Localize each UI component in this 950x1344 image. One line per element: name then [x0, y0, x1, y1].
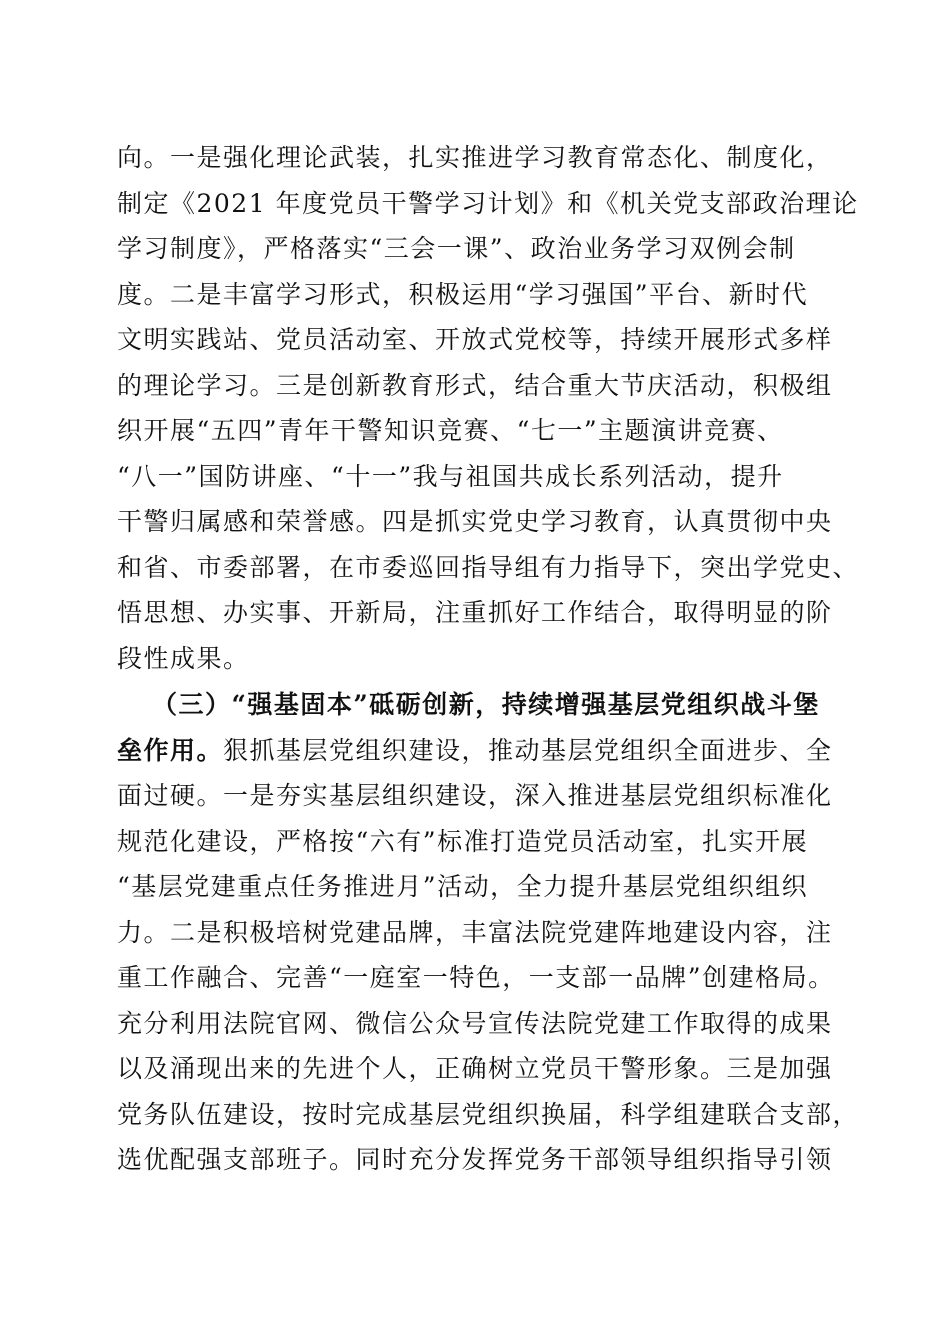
- paragraph-grassroots-party: [117, 682, 860, 1183]
- text-line: 干警归属感和荣誉感。四是抓实党史学习教育，认真贯彻中央: [117, 507, 833, 536]
- paragraph-party-study: [117, 135, 860, 681]
- text-line: 以及涌现出来的先进个人，正确树立党员干警形象。三是加强: [117, 1054, 833, 1083]
- text-line: 段性成果。: [117, 643, 250, 673]
- text-line: 选优配强支部班子。同时充分发挥党务干部领导组织指导引领: [117, 1145, 833, 1174]
- text-line: 充分利用法院官网、微信公众号宣传法院党建工作取得的成果: [117, 1008, 833, 1038]
- text-line: 和省、市委部署，在市委巡回指导组有力指导下，突出学党史、: [117, 552, 860, 582]
- text-line: 制定《2021 年度党员干警学习计划》和《机关党支部政治理论: [117, 188, 859, 218]
- text-line: “八一”国防讲座、“十一”我与祖国共成长系列活动，提升: [117, 461, 784, 491]
- text-line: 度。二是丰富学习形式，积极运用“学习强国”平台、新时代: [117, 279, 809, 309]
- text-line: 面过硬。一是夯实基层组织建设，深入推进基层党组织标准化: [117, 781, 833, 810]
- text-line-rest: 狠抓基层党组织建设，推动基层党组织全面进步、全: [223, 735, 833, 765]
- text-line: 的理论学习。三是创新教育形式，结合重大节庆活动，积极组: [117, 370, 833, 400]
- section-heading-end: 垒作用。: [117, 735, 224, 765]
- section-heading: （三）“强基固本”砥砺创新，持续增强基层党组织战斗堡: [152, 690, 820, 719]
- text-line: 学习制度》，严格落实“三会一课”、政治业务学习双例会制: [117, 234, 796, 263]
- text-line: 力。二是积极培树党建品牌，丰富法院党建阵地建设内容，注: [117, 917, 833, 947]
- text-line: 党务队伍建设，按时完成基层党组织换届，科学组建联合支部，: [117, 1099, 860, 1129]
- text-line: “基层党建重点任务推进月”活动，全力提升基层党组织组织: [117, 872, 809, 901]
- text-line: 向。一是强化理论武装，扎实推进学习教育常态化、制度化，: [117, 143, 833, 172]
- text-line: 重工作融合、完善“一庭室一特色，一支部一品牌”创建格局。: [117, 963, 835, 992]
- text-line: 织开展“五四”青年干警知识竞赛、“七一”主题演讲竞赛、: [117, 416, 784, 445]
- text-line: 文明实践站、党员活动室、开放式党校等，持续开展形式多样: [117, 325, 833, 354]
- text-line: 悟思想、办实事、开新局，注重抓好工作结合，取得明显的阶: [117, 598, 833, 627]
- text-line: 规范化建设，严格按“六有”标准打造党员活动室，扎实开展: [117, 826, 809, 856]
- text-line: [117, 728, 837, 774]
